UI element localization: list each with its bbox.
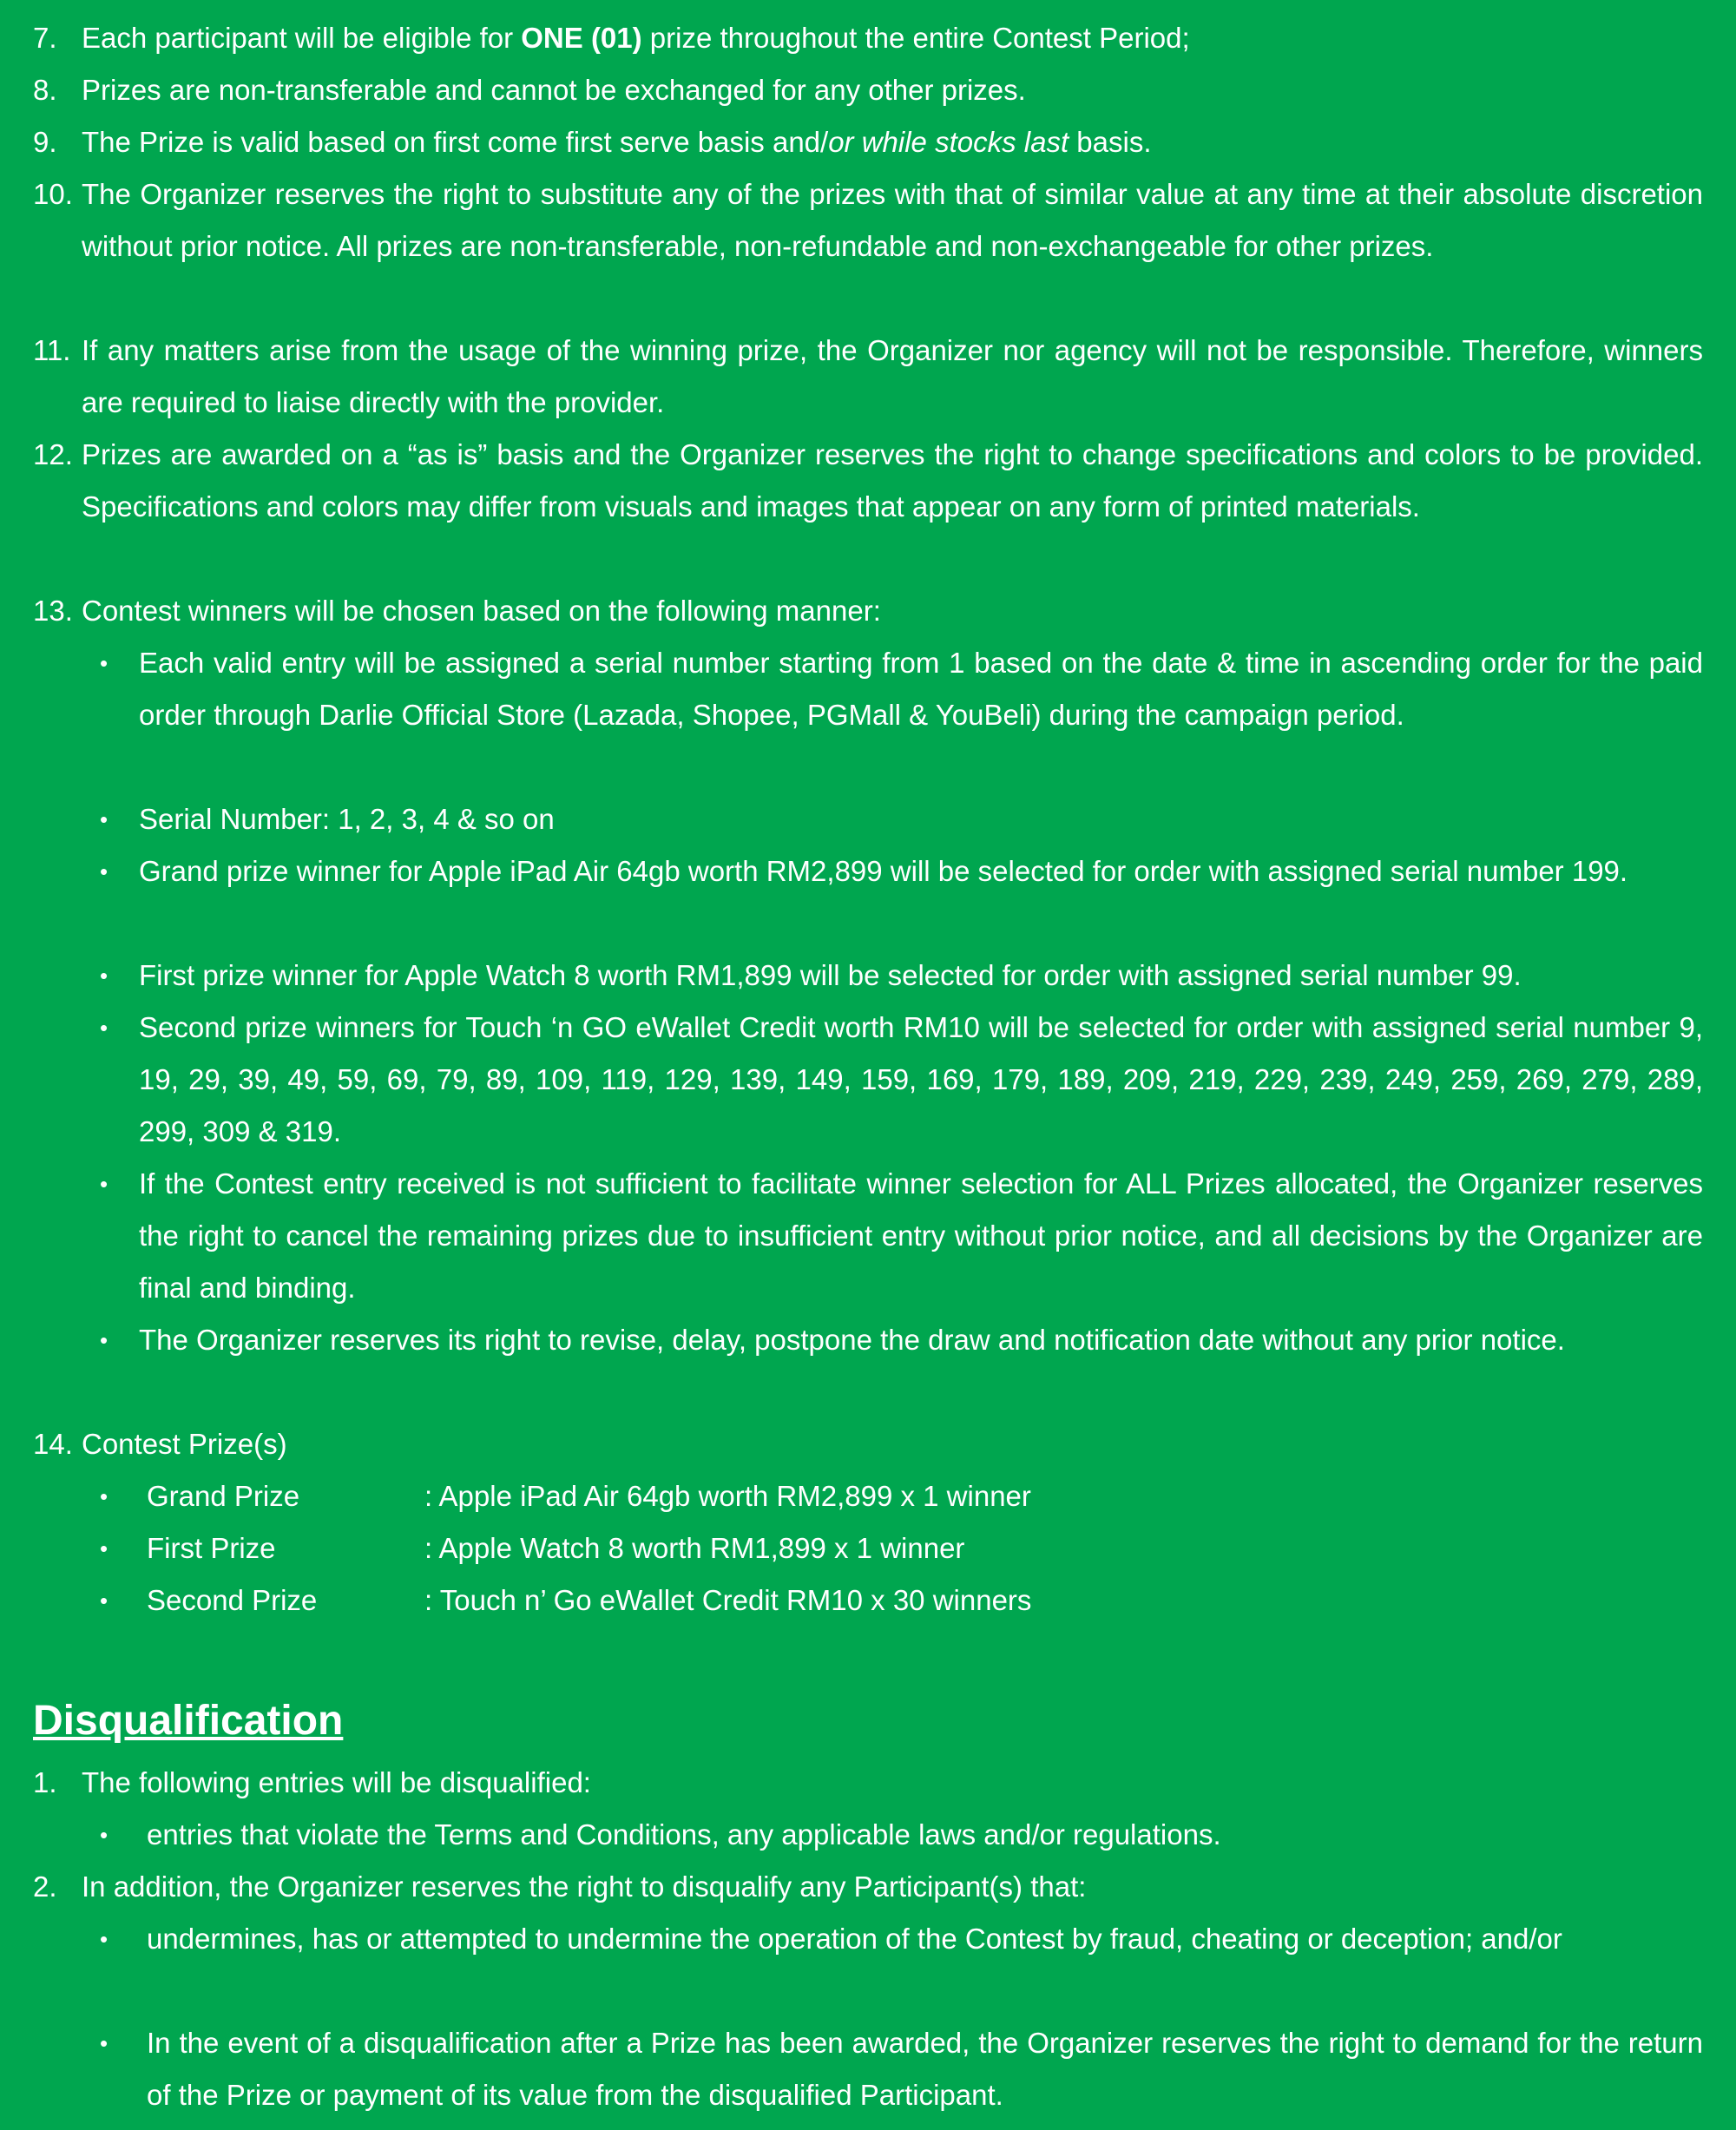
- bullet-icon: •: [100, 2030, 108, 2056]
- prize-value: : Apple iPad Air 64gb worth RM2,899 x 1 winner: [424, 1480, 1031, 1512]
- term-item-9: [33, 116, 1703, 168]
- disqualification-item-2: [33, 1861, 1703, 1913]
- bullet-text: Serial Number: 1, 2, 3, 4 & so on: [139, 803, 555, 835]
- bullet-icon: •: [100, 650, 108, 676]
- item-text: [82, 12, 1703, 64]
- item-text-part: The Prize is valid based on first come first serve basis and/: [82, 126, 829, 158]
- section-heading-disqualification: Disqualification: [33, 1698, 344, 1744]
- bullet-text: undermines, has or attempted to undermine the operation of the Contest by fraud, cheating or deception; and/or: [147, 1923, 1562, 1955]
- bullet-icon: •: [100, 1483, 108, 1509]
- item-text: The Organizer reserves the right to substitute any of the prizes with that of similar value at any time at their absolute discretion without prior notice. All prizes are non-transferable, non-refundable and non-exchangeable for other prizes.: [82, 178, 1703, 262]
- item-text: Contest winners will be chosen based on the following manner:: [82, 595, 881, 627]
- item-number: 14.: [33, 1428, 73, 1460]
- item-number: 2.: [33, 1870, 57, 1903]
- bullet-text: Second prize winners for Touch ‘n GO eWallet Credit worth RM10 will be selected for order with assigned serial number 9, 19, 29, 39, 49, 59, 69, 79, 89, 109, 119, 129, 139, 149, 159, 169, 179, 189, 209, 219, 229, 239, 249, 259, 269, 279, 289, 299, 309 & 319.: [139, 1011, 1703, 1147]
- item-text: If any matters arise from the usage of the winning prize, the Organizer nor agency will not be responsible. Therefore, winners are required to liaise directly with the provider.: [82, 334, 1703, 418]
- bullet-icon: •: [100, 1171, 108, 1197]
- bullet-icon: •: [100, 806, 108, 832]
- item-number: 9.: [33, 126, 57, 158]
- bullet-icon: •: [100, 1822, 108, 1848]
- bullet-icon: •: [100, 1015, 108, 1041]
- bullet-icon: •: [100, 858, 108, 884]
- item-text: [82, 116, 1703, 168]
- selection-bullet: [100, 1314, 1703, 1366]
- prize-row-second: [100, 1574, 1703, 1627]
- bullet-text: If the Contest entry received is not sufficient to facilitate winner selection for ALL Prizes allocated, the Organizer reserves the right to cancel the remaining prizes due to insufficient entry without prior notice, and all decisions by the Organizer are final and binding.: [139, 1167, 1703, 1304]
- disqualification-bullet: [100, 2017, 1703, 2121]
- bullet-text: Each valid entry will be assigned a serial number starting from 1 based on the date & time in ascending order for the paid order through Darlie Official Store (Lazada, Shopee, PGMall & YouBeli) during the campaign period.: [139, 647, 1703, 731]
- term-item-14: [33, 1418, 1703, 1470]
- emphasis-text: ONE (01): [521, 22, 642, 54]
- item-text-part: Each participant will be eligible for: [82, 22, 522, 54]
- prize-value: : Touch n’ Go eWallet Credit RM10 x 30 winners: [424, 1584, 1032, 1616]
- bullet-icon: •: [100, 1588, 108, 1614]
- bullet-icon: •: [100, 1327, 108, 1353]
- item-number: 13.: [33, 595, 73, 627]
- item-number: 8.: [33, 74, 57, 106]
- disqualification-item-1: [33, 1757, 1703, 1809]
- prize-label: First Prize: [147, 1532, 276, 1564]
- disqualification-bullet: [100, 1809, 1703, 1861]
- term-item-10: [33, 168, 1703, 273]
- item-text: Prizes are awarded on a “as is” basis and the Organizer reserves the right to change specifications and colors to be provided. Specifications and colors may differ from visuals and images that appear on any form of printed materials.: [82, 438, 1703, 523]
- selection-bullet: [100, 637, 1703, 741]
- selection-bullet: [100, 793, 1703, 845]
- item-text: In addition, the Organizer reserves the right to disqualify any Participant(s) that:: [82, 1870, 1087, 1903]
- bullet-text: In the event of a disqualification after a Prize has been awarded, the Organizer reserves the right to demand for the return of the Prize or payment of its value from the disqualified Participant.: [147, 2027, 1703, 2111]
- bullet-text: The Organizer reserves its right to revise, delay, postpone the draw and notification date without any prior notice.: [139, 1324, 1565, 1356]
- selection-bullet: [100, 950, 1703, 1002]
- selection-bullet: [100, 845, 1703, 897]
- selection-bullet: [100, 1002, 1703, 1158]
- disqualification-bullet: [100, 1913, 1703, 1965]
- prize-label: Grand Prize: [147, 1480, 300, 1512]
- item-text: Contest Prize(s): [82, 1428, 287, 1460]
- item-text: The following entries will be disqualified:: [82, 1766, 591, 1798]
- item-number: 10.: [33, 178, 73, 210]
- prize-label: Second Prize: [147, 1584, 318, 1616]
- item-number: 7.: [33, 22, 57, 54]
- prize-value: : Apple Watch 8 worth RM1,899 x 1 winner: [424, 1532, 965, 1564]
- prize-row-first: [100, 1522, 1703, 1574]
- item-text-part: basis.: [1069, 126, 1152, 158]
- bullet-text: First prize winner for Apple Watch 8 worth RM1,899 will be selected for order with assigned serial number 99.: [139, 959, 1522, 991]
- bullet-text: Grand prize winner for Apple iPad Air 64gb worth RM2,899 will be selected for order with assigned serial number 199.: [139, 855, 1628, 887]
- selection-bullet: [100, 1158, 1703, 1314]
- bullet-icon: •: [100, 963, 108, 989]
- bullet-text: entries that violate the Terms and Conditions, any applicable laws and/or regulations.: [147, 1818, 1221, 1851]
- prize-row-grand: [100, 1470, 1703, 1522]
- term-item-7: [33, 12, 1703, 64]
- bullet-icon: •: [100, 1535, 108, 1561]
- italic-text: or while stocks last: [828, 126, 1069, 158]
- item-number: 12.: [33, 438, 73, 470]
- term-item-13: [33, 585, 1703, 637]
- term-item-12: [33, 429, 1703, 533]
- item-number: 1.: [33, 1766, 57, 1798]
- item-text: Prizes are non-transferable and cannot be exchanged for any other prizes.: [82, 74, 1026, 106]
- term-item-11: [33, 325, 1703, 429]
- bullet-icon: •: [100, 1926, 108, 1952]
- term-item-8: [33, 64, 1703, 116]
- item-text-part: prize throughout the entire Contest Period;: [641, 22, 1190, 54]
- item-number: 11.: [33, 334, 71, 366]
